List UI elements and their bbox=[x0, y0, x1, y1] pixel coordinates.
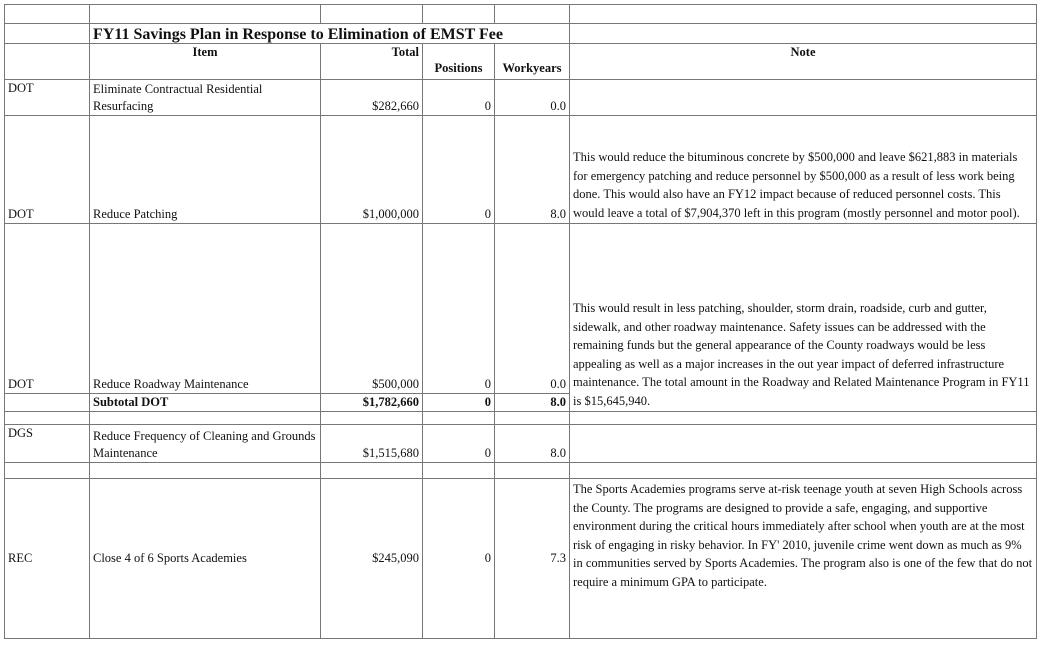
header-workyears: Workyears bbox=[495, 44, 570, 80]
workyears-cell: 0.0 bbox=[495, 80, 570, 116]
total-cell: $1,515,680 bbox=[321, 425, 423, 463]
workyears-cell: 8.0 bbox=[495, 425, 570, 463]
header-item: Item bbox=[90, 44, 321, 80]
spacer-row bbox=[5, 463, 1037, 479]
subtotal-label: Subtotal DOT bbox=[90, 394, 321, 412]
workyears-cell: 7.3 bbox=[495, 479, 570, 639]
dept-cell bbox=[5, 394, 90, 412]
note-cell bbox=[570, 80, 1037, 116]
dept-cell: DGS bbox=[5, 425, 90, 463]
item-cell: Close 4 of 6 Sports Academies bbox=[90, 479, 321, 639]
total-cell: $500,000 bbox=[321, 224, 423, 394]
positions-cell: 0 bbox=[423, 116, 495, 224]
dept-cell: REC bbox=[5, 479, 90, 639]
total-cell: $245,090 bbox=[321, 479, 423, 639]
dept-cell: DOT bbox=[5, 116, 90, 224]
subtotal-total: $1,782,660 bbox=[321, 394, 423, 412]
note-cell: This would result in less patching, shoulder, storm drain, roadside, curb and gutter, sidewalk, and other roadway maintenance. Safety issues can be addressed with the remaining funds but the general appearance of the County roadways would be less appealing as well as a major increases in the out year impact of deferred infrastructure maintenance. The total amount in the Roadway and Related Maintenance Program in FY11 is $15,645,940. bbox=[570, 224, 1037, 412]
table-row bbox=[5, 479, 1037, 639]
spacer-row bbox=[5, 412, 1037, 425]
dept-cell: DOT bbox=[5, 80, 90, 116]
page-title: FY11 Savings Plan in Response to Elimination of EMST Fee bbox=[90, 24, 570, 44]
note-cell: The Sports Academies programs serve at-risk teenage youth at seven High Schools across the County. The programs are designed to provide a safe, engaging, and supportive environment during the critical hours immediately after school when youth are at the most risk of engaging in risky behavior. In FY' 2010, juvenile crime went down as much as 9% in communities served by Sports Academies. The program also is one of the few that do not require a minimum GPA to participate. bbox=[570, 479, 1037, 639]
dept-cell: DOT bbox=[5, 224, 90, 394]
positions-cell: 0 bbox=[423, 80, 495, 116]
title-row bbox=[5, 24, 1037, 44]
table-row bbox=[5, 80, 1037, 116]
positions-cell: 0 bbox=[423, 479, 495, 639]
table-row bbox=[5, 224, 1037, 394]
header-note: Note bbox=[570, 44, 1037, 80]
header-positions: Positions bbox=[423, 44, 495, 80]
note-cell bbox=[570, 425, 1037, 463]
table-row bbox=[5, 425, 1037, 463]
blank-top-row bbox=[5, 5, 1037, 24]
workyears-cell: 0.0 bbox=[495, 224, 570, 394]
subtotal-workyears: 8.0 bbox=[495, 394, 570, 412]
header-row bbox=[5, 44, 1037, 80]
item-cell: Eliminate Contractual Residential Resurfacing bbox=[90, 80, 321, 116]
header-total: Total bbox=[321, 44, 423, 80]
item-cell: Reduce Frequency of Cleaning and Grounds Maintenance bbox=[90, 425, 321, 463]
positions-cell: 0 bbox=[423, 224, 495, 394]
positions-cell: 0 bbox=[423, 425, 495, 463]
total-cell: $282,660 bbox=[321, 80, 423, 116]
savings-plan-table bbox=[4, 4, 1037, 639]
note-cell: This would reduce the bituminous concrete by $500,000 and leave $621,883 in materials for emergency patching and reduce personnel by $500,000 as a result of less work being done. This would also have an FY12 impact because of reduced personnel costs. This would leave a total of $7,904,370 left in this program (mostly personnel and motor pool). bbox=[570, 116, 1037, 224]
workyears-cell: 8.0 bbox=[495, 116, 570, 224]
item-cell: Reduce Patching bbox=[90, 116, 321, 224]
total-cell: $1,000,000 bbox=[321, 116, 423, 224]
subtotal-positions: 0 bbox=[423, 394, 495, 412]
item-cell: Reduce Roadway Maintenance bbox=[90, 224, 321, 394]
table-row bbox=[5, 116, 1037, 224]
